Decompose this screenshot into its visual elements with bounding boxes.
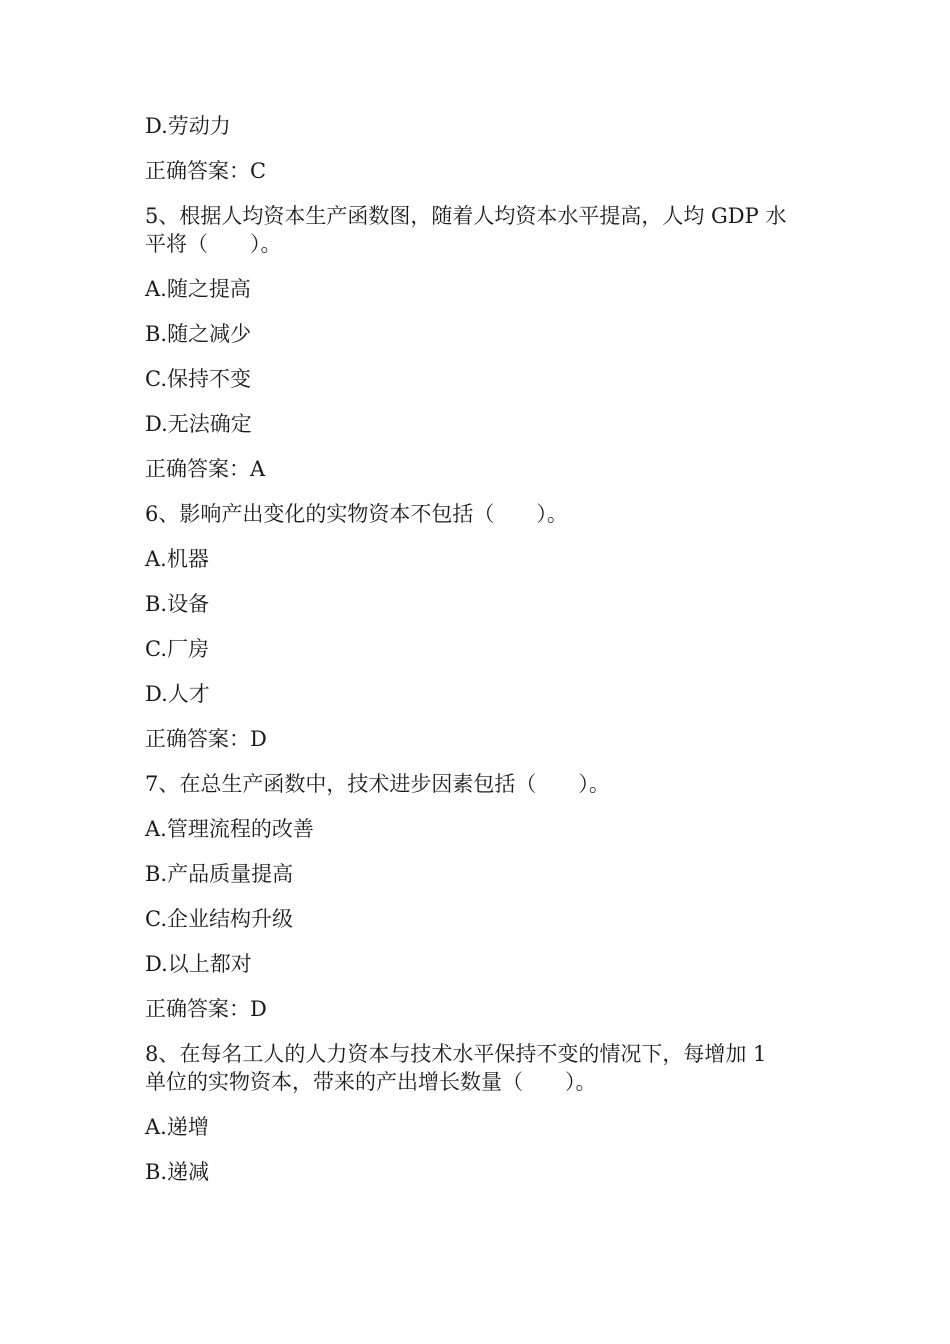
option-c: C.厂房 [145,637,209,661]
question-7: 7、在总生产函数中，技术进步因素包括（ ）。 [145,772,610,796]
option-a: A.机器 [145,547,209,571]
option-d: D.无法确定 [145,412,252,436]
answer: 正确答案：C [145,159,267,183]
answer: 正确答案：D [145,727,267,751]
question-5-line-2: 平将（ ）。 [145,232,282,256]
option-c: C.保持不变 [145,367,251,391]
option-b: B.随之减少 [145,322,252,346]
option-d: D.以上都对 [145,952,252,976]
question-6: 6、影响产出变化的实物资本不包括（ ）。 [145,502,568,526]
option-b: B.产品质量提高 [145,862,294,886]
answer: 正确答案：A [145,457,266,481]
option-b: B.设备 [145,592,210,616]
option-a: A.管理流程的改善 [145,817,314,841]
option-c: C.企业结构升级 [145,907,293,931]
question-8-line-1: 8、在每名工人的人力资本与技术水平保持不变的情况下，每增加 1 [145,1042,767,1066]
question-8-line-2: 单位的实物资本，带来的产出增长数量（ ）。 [145,1070,597,1094]
answer: 正确答案：D [145,997,267,1021]
option-a: A.随之提高 [145,277,251,301]
option-d: D.劳动力 [145,114,231,138]
option-a: A.递增 [145,1115,209,1139]
option-d: D.人才 [145,682,210,706]
question-5-line-1: 5、根据人均资本生产函数图，随着人均资本水平提高，人均 GDP 水 [145,204,787,228]
option-b: B.递减 [145,1160,210,1184]
